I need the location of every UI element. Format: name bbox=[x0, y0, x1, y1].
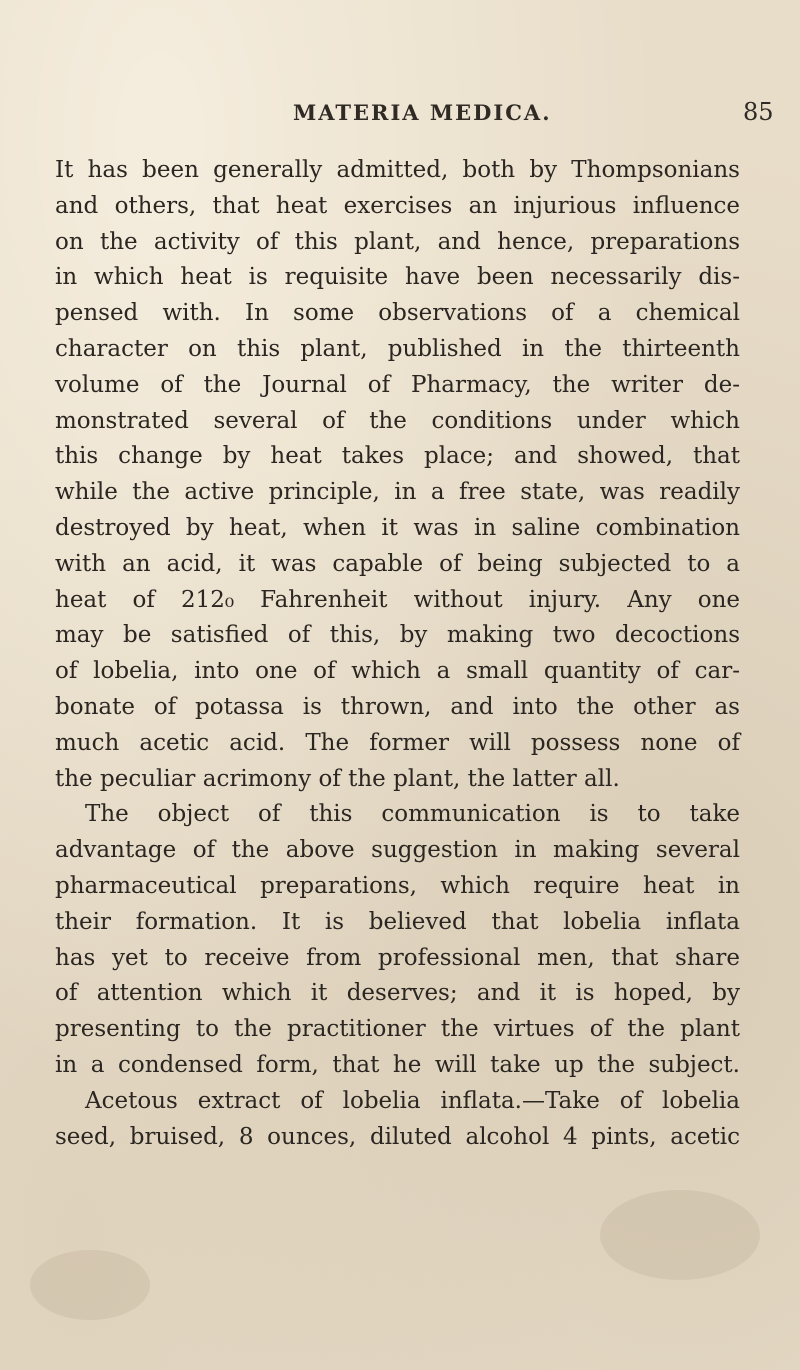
text-line: monstrated several of the conditions under which bbox=[55, 407, 740, 434]
text-line: heat of 212₀ Fahrenheit without injury. Any one bbox=[55, 586, 740, 613]
running-head bbox=[0, 100, 800, 130]
text-line: while the active principle, in a free state, was readily bbox=[55, 479, 740, 506]
text-line: this change by heat takes place; and showed, that bbox=[55, 443, 740, 470]
text-line: with an acid, it was capable of being subjected to a bbox=[55, 550, 740, 577]
text-line: character on this plant, published in the thirteenth bbox=[55, 335, 740, 362]
text-line: presenting to the practitioner the virtues of the plant bbox=[55, 1016, 740, 1043]
text-line: and others, that heat exercises an injurious influence bbox=[55, 192, 740, 219]
page-number: 85 bbox=[743, 98, 774, 126]
text-line: of lobelia, into one of which a small quantity of car- bbox=[55, 658, 740, 685]
text-line: Acetous extract of lobelia inflata.—Take of lobelia bbox=[85, 1087, 740, 1114]
text-line: in a condensed form, that he will take up the subject. bbox=[55, 1051, 740, 1078]
text-line: bonate of potassa is thrown, and into the other as bbox=[55, 693, 740, 720]
text-line: pharmaceutical preparations, which require heat in bbox=[55, 872, 740, 899]
running-head-title: MATERIA MEDICA. bbox=[293, 100, 552, 125]
text-line: advantage of the above suggestion in making several bbox=[55, 837, 740, 864]
text-line: seed, bruised, 8 ounces, diluted alcohol 4 pints, acetic bbox=[55, 1123, 740, 1150]
text-line: the peculiar acrimony of the plant, the latter all. bbox=[55, 765, 620, 792]
text-line: has yet to receive from professional men, that share bbox=[55, 944, 740, 971]
text-line: It has been generally admitted, both by Thompsonians bbox=[55, 157, 740, 183]
text-line: much acetic acid. The former will possess none of bbox=[55, 729, 740, 756]
text-line: in which heat is requisite have been necessarily dis- bbox=[55, 264, 740, 291]
text-line: destroyed by heat, when it was in saline combination bbox=[55, 514, 740, 541]
paper-stain bbox=[30, 1250, 150, 1320]
text-line: of attention which it deserves; and it is hoped, by bbox=[55, 980, 740, 1007]
paper-stain bbox=[600, 1190, 760, 1280]
text-line: The object of this communication is to take bbox=[85, 801, 740, 828]
text-line: on the activity of this plant, and hence, preparations bbox=[55, 228, 740, 255]
body-text bbox=[55, 153, 740, 1155]
text-line: their formation. It is believed that lobelia inflata bbox=[55, 908, 740, 935]
text-line: pensed with. In some observations of a chemical bbox=[55, 300, 740, 327]
text-line: volume of the Journal of Pharmacy, the writer de- bbox=[55, 371, 740, 398]
text-line: may be satisfied of this, by making two decoctions bbox=[55, 622, 740, 649]
